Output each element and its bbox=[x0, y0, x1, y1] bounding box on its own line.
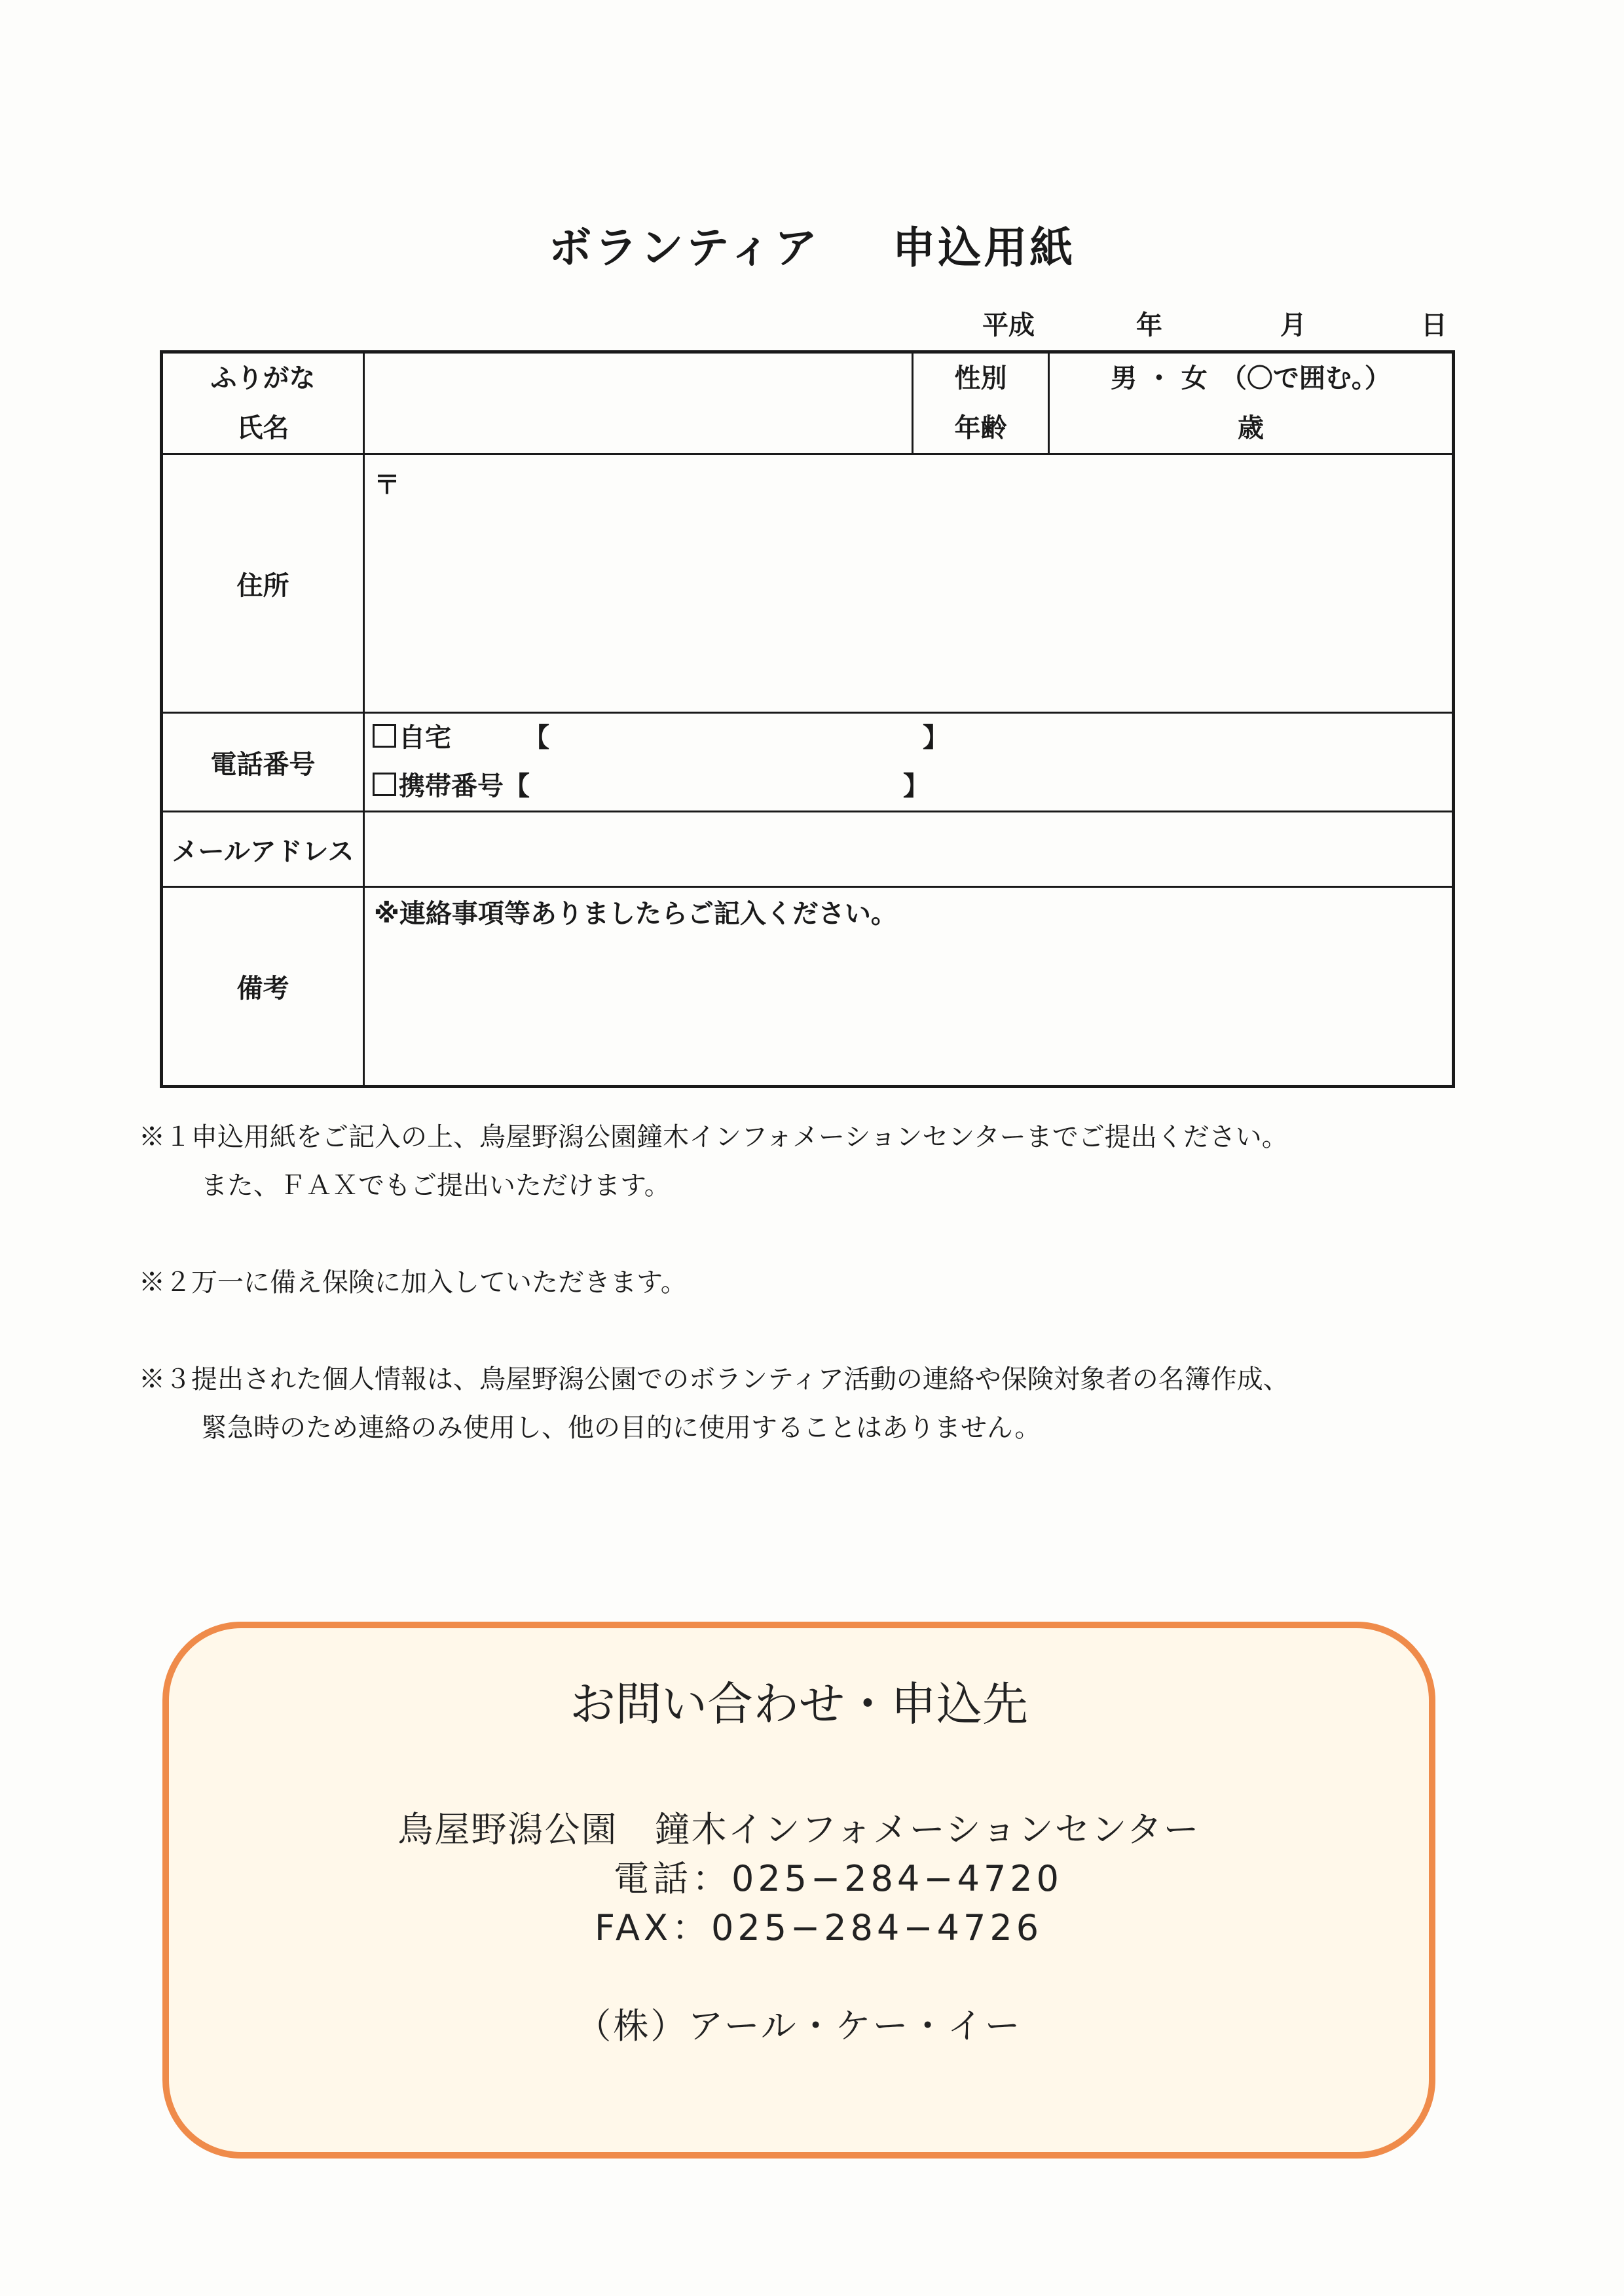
mobile-phone-checkbox[interactable] bbox=[373, 773, 396, 796]
home-bracket-close: 】 bbox=[923, 723, 949, 753]
gender-age-field[interactable] bbox=[1049, 352, 1454, 454]
email-field[interactable] bbox=[364, 812, 1454, 887]
contact-box bbox=[162, 1622, 1435, 2159]
contact-org: 鳥屋野潟公園 鐘木インフォメーションセンター bbox=[397, 1809, 1200, 1850]
home-phone-row bbox=[373, 714, 1452, 762]
name-field[interactable] bbox=[364, 352, 913, 454]
contact-heading: お問い合わせ・申込先 bbox=[570, 1677, 1028, 1731]
age-label: 年齢 bbox=[954, 413, 1007, 443]
application-form bbox=[160, 350, 1455, 1088]
phone-field[interactable] bbox=[364, 713, 1454, 812]
address-label: 住所 bbox=[162, 454, 364, 713]
gender-label: 性別 bbox=[954, 363, 1007, 393]
remarks-field[interactable] bbox=[364, 887, 1454, 1087]
date-day: 日 bbox=[1421, 310, 1447, 340]
mobile-phone-label: 携帯番号 bbox=[399, 771, 504, 801]
note-1: ※１申込用紙をご記入の上、鳥屋野潟公園鐘木インフォメーションセンターまでご提出ください。 bbox=[139, 1122, 1288, 1152]
remarks-hint: ※連絡事項等ありましたらご記入ください。 bbox=[374, 899, 897, 929]
note-1-cont: また、ＦＡＸでもご提出いただけます。 bbox=[201, 1171, 671, 1201]
name-label-cell bbox=[162, 352, 364, 454]
contact-tel: 電話：025−284−4720 bbox=[613, 1858, 1063, 1899]
note-3-cont: 緊急時のため連絡のみ使用し、他の目的に使用することはありません。 bbox=[201, 1413, 1041, 1443]
contact-company: （株）アール・ケー・イー bbox=[576, 2005, 1022, 2047]
title-part1: ボランティア bbox=[548, 223, 821, 273]
mobile-phone-row bbox=[373, 762, 1452, 811]
note-3: ※３提出された個人情報は、鳥屋野潟公園でのボランティア活動の連絡や保険対象者の名簿作成、 bbox=[139, 1364, 1289, 1394]
postal-mark: 〒 bbox=[374, 470, 400, 500]
email-label: メールアドレス bbox=[162, 812, 364, 887]
contact-fax: FAX：025−284−4726 bbox=[594, 1907, 1043, 1948]
gender-options: 男 ・ 女 （〇で囲む。） bbox=[1111, 363, 1391, 393]
title-part2: 申込用紙 bbox=[892, 223, 1076, 273]
home-phone-checkbox[interactable] bbox=[373, 724, 396, 748]
page-title bbox=[0, 213, 1624, 275]
note-2: ※２万一に備え保険に加入していただきます。 bbox=[139, 1267, 687, 1298]
name-label: 氏名 bbox=[236, 413, 289, 443]
home-bracket-open: 【 bbox=[523, 723, 549, 753]
address-field[interactable] bbox=[364, 454, 1454, 713]
age-unit: 歳 bbox=[1238, 413, 1264, 443]
mobile-bracket-open: 【 bbox=[504, 771, 530, 801]
date-month: 月 bbox=[1280, 310, 1306, 340]
remarks-label: 備考 bbox=[162, 887, 364, 1087]
gender-age-label-cell bbox=[913, 352, 1049, 454]
home-phone-label: 自宅 bbox=[399, 723, 451, 753]
furigana-label: ふりがな bbox=[210, 363, 316, 393]
date-year: 年 bbox=[1136, 310, 1162, 340]
notes bbox=[139, 1113, 1289, 1452]
date-era: 平成 bbox=[982, 310, 1035, 340]
phone-label: 電話番号 bbox=[162, 713, 364, 812]
mobile-bracket-close: 】 bbox=[903, 771, 929, 801]
